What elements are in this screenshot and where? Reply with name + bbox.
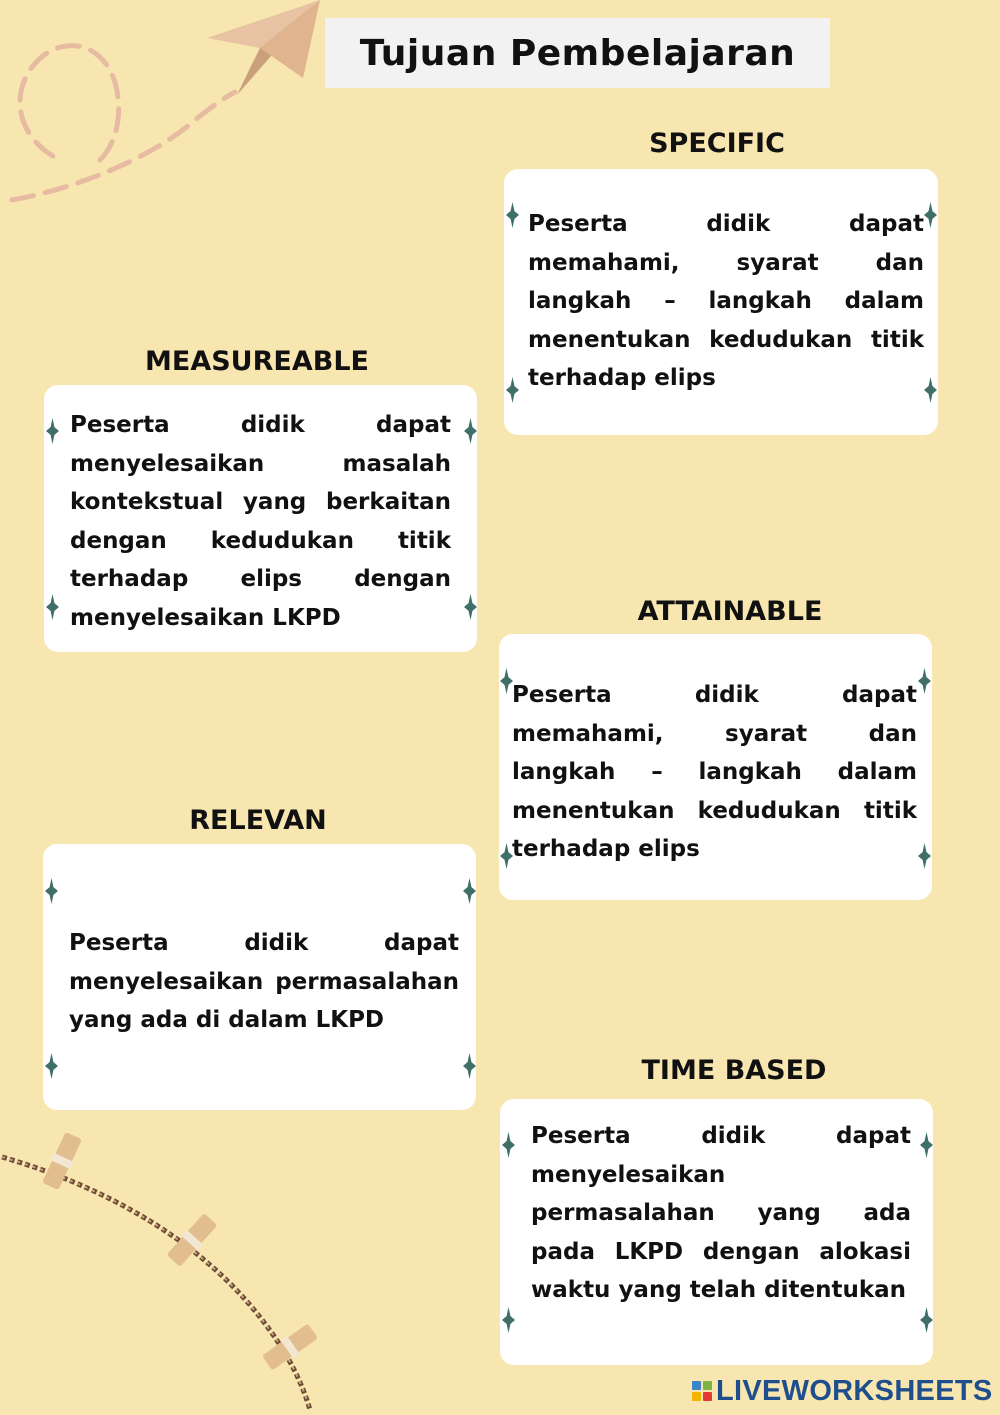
card-time-based [500,1099,933,1365]
star-icon [45,878,58,904]
title-box [325,18,830,88]
star-icon [500,843,513,869]
heading-measureable: MEASUREABLE [145,346,369,377]
heading-time-based: TIME BASED [641,1055,827,1086]
star-icon [506,377,519,403]
text-line: Peserta didik dapat [531,1123,911,1149]
card-relevan [43,844,476,1110]
star-icon [500,668,513,694]
text-line: memahami, syarat dan [512,720,917,747]
star-icon [918,668,931,694]
card-relevan-text [69,924,459,1040]
heading-specific: SPECIFIC [649,128,785,159]
clothesline-icon [0,1125,340,1415]
text-line: menyelesaikan [531,1161,726,1188]
text-line: permasalahan yang ada [531,1200,911,1227]
text-line: Peserta didik dapat [528,211,924,237]
star-icon [918,843,931,869]
star-icon [46,418,59,444]
text-line: Peserta didik dapat [512,682,917,708]
star-icon [920,1307,933,1333]
card-specific-text [528,205,924,398]
page-title: Tujuan Pembelajaran [359,32,796,74]
star-icon [463,1053,476,1079]
text-line: waktu yang telah ditentukan [531,1277,907,1304]
star-icon [502,1132,515,1158]
star-icon [924,202,937,228]
text-line: menentukan kedudukan titik [528,326,924,353]
text-line: menentukan kedudukan titik [512,797,917,824]
text-line: yang ada di dalam LKPD [69,1007,385,1034]
text-line: menyelesaikan permasalahan [69,968,459,995]
text-line: terhadap elips [512,836,700,863]
heading-attainable: ATTAINABLE [637,596,823,627]
card-attainable [499,634,932,900]
liveworksheets-logo-icon [692,1381,712,1401]
brand-text: LIVEWORKSHEETS [716,1374,993,1407]
star-icon [502,1307,515,1333]
star-icon [463,878,476,904]
card-measureable [44,385,477,652]
star-icon [924,377,937,403]
star-icon [464,594,477,620]
brand-watermark [692,1374,993,1408]
text-line: terhadap elips dengan [70,566,451,593]
text-line: terhadap elips [528,365,716,392]
star-icon [46,594,59,620]
text-line: menyelesaikan LKPD [70,604,341,631]
paper-plane-icon [205,0,325,100]
text-line: menyelesaikan masalah [70,450,451,477]
card-specific [504,169,938,435]
star-icon [45,1053,58,1079]
star-icon [506,202,519,228]
star-icon [920,1132,933,1158]
text-line: langkah – langkah dalam [528,288,924,315]
text-line: pada LKPD dengan alokasi [531,1238,911,1265]
text-line: Peserta didik dapat [70,412,451,438]
card-time-based-text [531,1117,911,1310]
text-line: langkah – langkah dalam [512,759,917,786]
heading-relevan: RELEVAN [189,805,327,836]
star-icon [464,418,477,444]
card-measureable-text [70,406,451,638]
text-line: Peserta didik dapat [69,930,459,956]
card-attainable-text [512,676,917,869]
text-line: memahami, syarat dan [528,249,924,276]
text-line: kontekstual yang berkaitan [70,489,451,516]
text-line: dengan kedudukan titik [70,527,451,554]
